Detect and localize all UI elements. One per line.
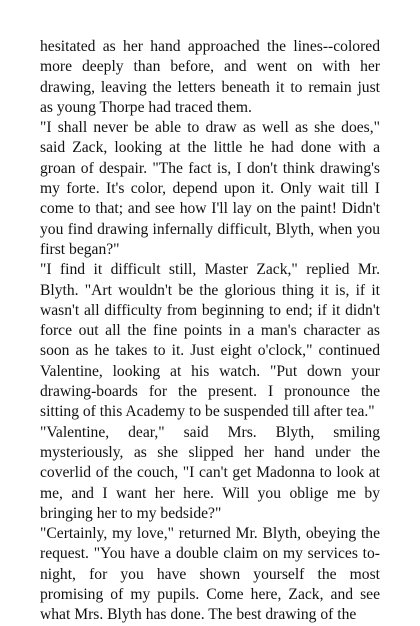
paragraph: "Certainly, my love," returned Mr. Blyth, obeying the request. "You have a double claim on my services to-night, for you have shown yourself the most promising of my pupils. Come here, Zack, and see what Mrs. Blyth has done. The best drawing of the [40,525,380,624]
paragraph: "Valentine, dear," said Mrs. Blyth, smiling mysteriously, as she slipped her hand under the coverlid of the couch, "I can't get Madonna to look at me, and I want her here. Will you oblige me by bringing her to my bedside?" [40,423,380,522]
paragraph: "I find it difficult still, Master Zack," replied Mr. Blyth. "Art wouldn't be the glorious thing it is, if it wasn't all difficulty from beginning to end; if it didn't force out all the fine points in a man's character as soon as he takes to it. Just eight o'clock," continued Valentine, looking at his watch. "Put down your drawing-boards for the present. I pronounce the sitting of this Academy to be suspended till after tea." [40,261,380,421]
document-page [40,37,380,626]
paragraph: "I shall never be able to draw as well as she does," said Zack, looking at the little he had done with a groan of despair. "The fact is, I don't think drawing's my forte. It's color, depend upon it. Only wait till I come to that; and see how I'll lay on the paint! Didn't you find drawing infernally difficult, Blyth, when you first began?" [40,119,380,258]
paragraph: hesitated as her hand approached the lines--colored more deeply than before, and went on with her drawing, leaving the letters beneath it to remain just as young Thorpe had traced them. [40,38,380,116]
